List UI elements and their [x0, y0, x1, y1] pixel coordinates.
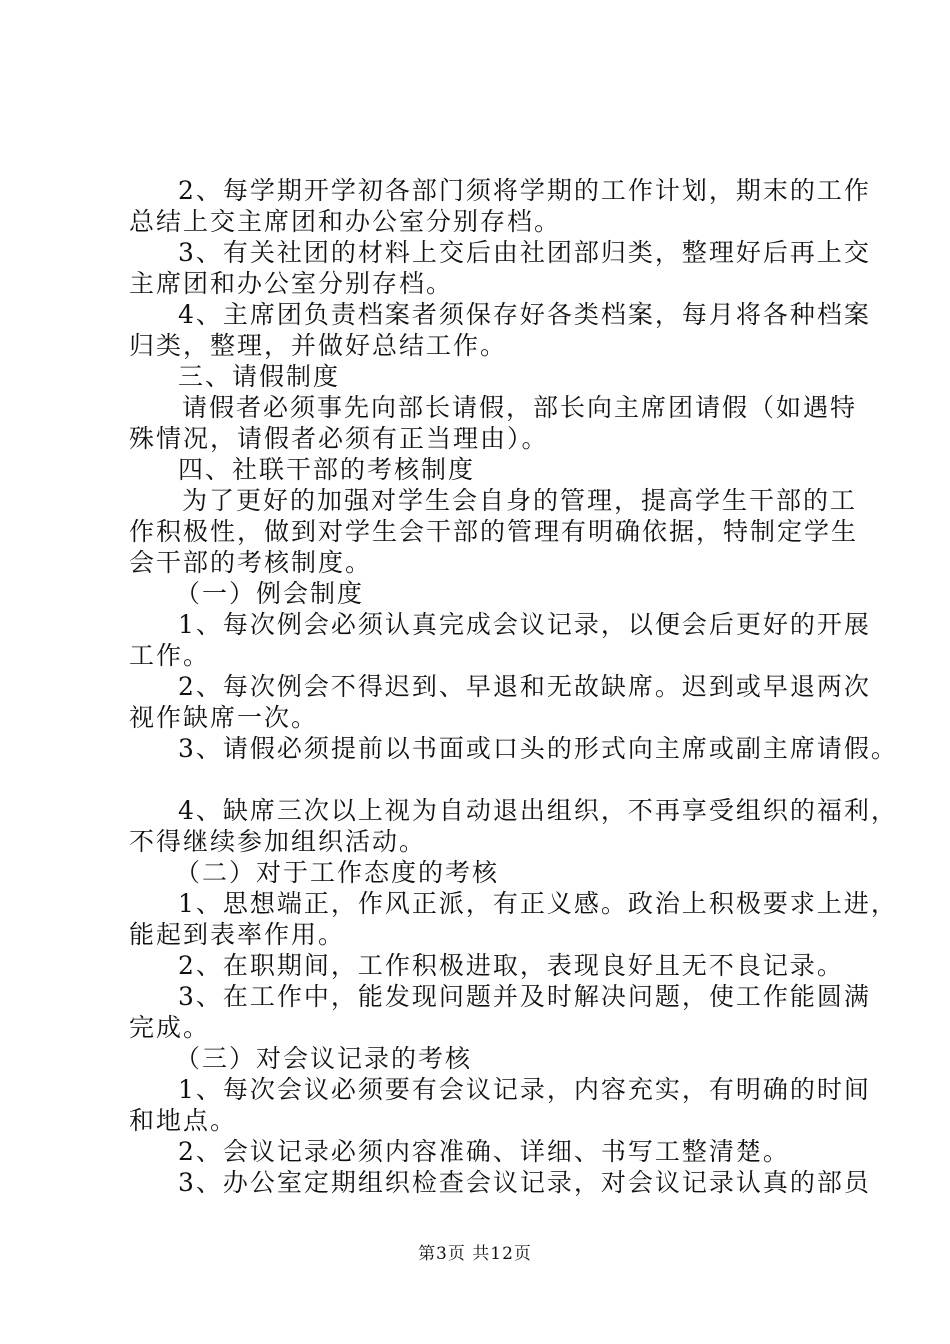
paragraph-line: 总结上交主席团和办公室分别存档。 — [129, 207, 562, 236]
paragraph-line: 3、在工作中，能发现问题并及时解决问题，使工作能圆满 — [178, 982, 871, 1011]
paragraph-line: 主席团和办公室分别存档。 — [129, 269, 454, 298]
paragraph-line: 为了更好的加强对学生会自身的管理，提高学生干部的工 — [182, 486, 858, 515]
paragraph-line: 3、有关社团的材料上交后由社团部归类，整理好后再上交 — [178, 238, 871, 267]
paragraph-line: 3、请假必须提前以书面或口头的形式向主席或副主席请假。 — [178, 734, 898, 763]
paragraph-line: 2、在职期间，工作积极进取，表现良好且无不良记录。 — [178, 951, 844, 980]
paragraph-line: 作积极性，做到对学生会干部的管理有明确依据，特制定学生 — [129, 517, 859, 546]
paragraph-line: 完成。 — [129, 1013, 211, 1042]
subsection-heading: （二）对于工作态度的考核 — [175, 858, 500, 887]
paragraph-line: 视作缺席一次。 — [129, 703, 319, 732]
paragraph-line: 工作。 — [129, 641, 211, 670]
paragraph-line: 1、每次例会必须认真完成会议记录，以便会后更好的开展 — [178, 610, 871, 639]
paragraph-line: 4、主席团负责档案者须保存好各类档案，每月将各种档案 — [178, 300, 871, 329]
paragraph-line: 请假者必须事先向部长请假，部长向主席团请假（如遇特 — [182, 393, 858, 422]
section-heading: 三、请假制度 — [178, 362, 341, 391]
subsection-heading: （一）例会制度 — [175, 579, 365, 608]
paragraph-line: 归类，整理，并做好总结工作。 — [129, 331, 508, 360]
paragraph-line: 3、办公室定期组织检查会议记录，对会议记录认真的部员 — [178, 1168, 871, 1197]
paragraph-line: 1、每次会议必须要有会议记录，内容充实，有明确的时间 — [178, 1075, 871, 1104]
page-number-footer: 第3页 共12页 — [418, 1244, 532, 1264]
subsection-heading: （三）对会议记录的考核 — [175, 1044, 473, 1073]
paragraph-line: 会干部的考核制度。 — [129, 548, 373, 577]
paragraph-line: 能起到表率作用。 — [129, 920, 346, 949]
paragraph-line: 2、每学期开学初各部门须将学期的工作计划，期末的工作 — [178, 176, 871, 205]
section-heading: 四、社联干部的考核制度 — [178, 455, 476, 484]
paragraph-line: 和地点。 — [129, 1106, 238, 1135]
paragraph-line: 殊情况，请假者必须有正当理由）。 — [129, 424, 549, 453]
paragraph-line: 1、思想端正，作风正派，有正义感。政治上积极要求上进， — [178, 889, 898, 918]
paragraph-line: 2、每次例会不得迟到、早退和无故缺席。迟到或早退两次 — [178, 672, 871, 701]
paragraph-line: 4、缺席三次以上视为自动退出组织，不再享受组织的福利， — [178, 796, 898, 825]
paragraph-line: 2、会议记录必须内容准确、详细、书写工整清楚。 — [178, 1137, 790, 1166]
paragraph-line: 不得继续参加组织活动。 — [129, 827, 427, 856]
